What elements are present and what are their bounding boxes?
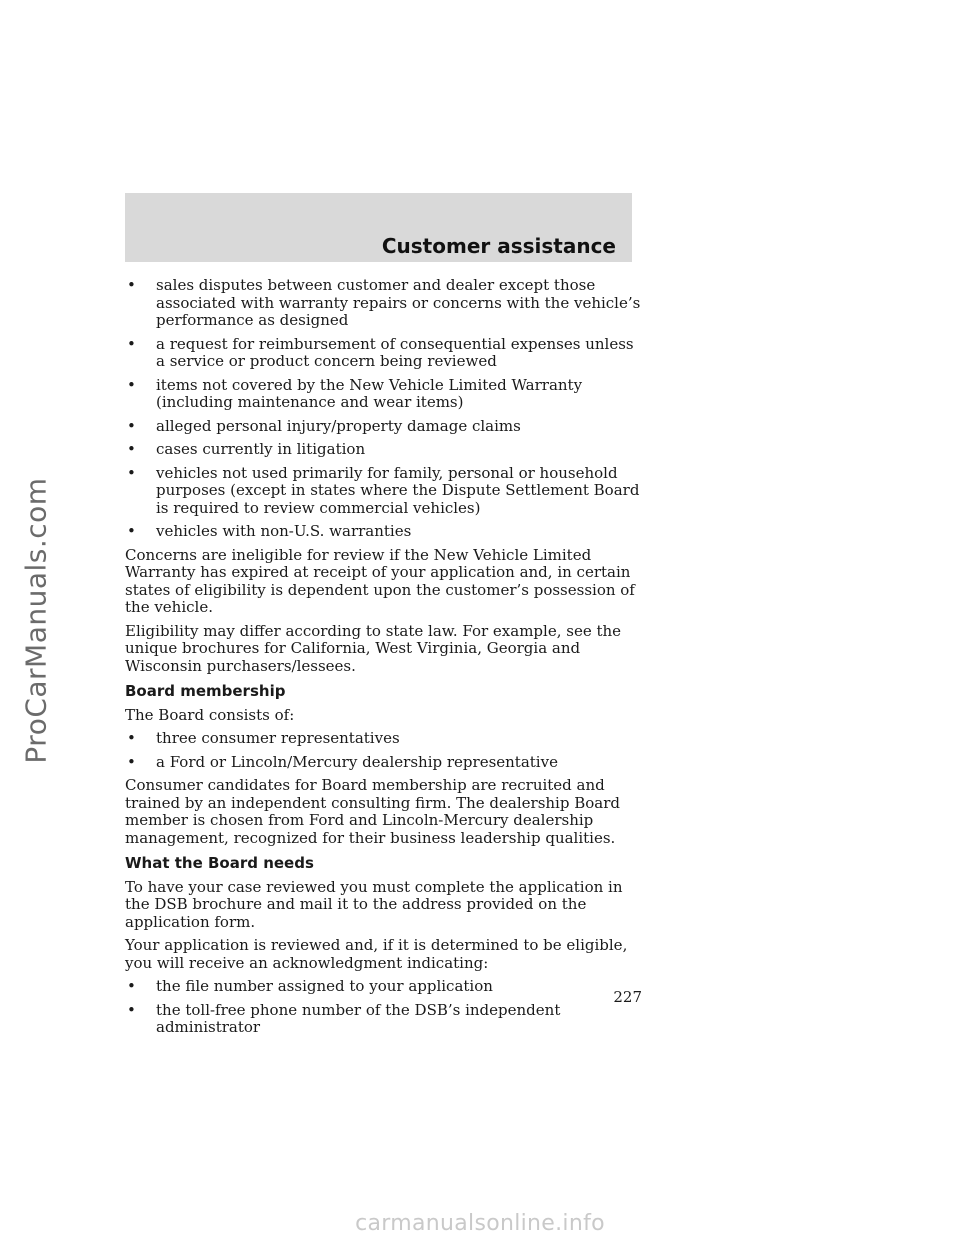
page-number: 227 bbox=[613, 988, 642, 1006]
bullet-icon: • bbox=[127, 729, 136, 747]
section-header-band bbox=[125, 193, 632, 262]
bullet-icon: • bbox=[127, 1000, 136, 1019]
footer-text: carmanualsonline.info bbox=[355, 1210, 605, 1236]
board-membership-heading: Board membership bbox=[125, 682, 286, 700]
bullet-icon: • bbox=[127, 522, 136, 540]
board-needs-heading: What the Board needs bbox=[125, 854, 314, 872]
footer-watermark bbox=[0, 1206, 960, 1240]
list-item: • sales disputes between customer and dealer except those associated with warranty repairs or concerns with the vehicle’s performance as designed bbox=[127, 276, 641, 329]
side-watermark bbox=[12, 360, 60, 880]
board-needs-paragraph-1: To have your case reviewed you must complete the application in the DSB brochure and mail it to the address provided on the application form. bbox=[125, 877, 623, 931]
bullet-icon: • bbox=[127, 440, 136, 458]
list-item: • a request for reimbursement of consequential expenses unless a service or product concern being reviewed bbox=[127, 334, 634, 370]
bullet-icon: • bbox=[127, 276, 136, 294]
list-item: • a Ford or Lincoln/Mercury dealership representative bbox=[127, 752, 558, 771]
board-members-list bbox=[125, 730, 645, 771]
bullet-icon: • bbox=[127, 977, 136, 995]
ineligibility-paragraph: Concerns are ineligible for review if the New Vehicle Limited Warranty has expired at receipt of your application and, in certain states of eligibility is dependent upon the customer’s possession of the vehicle. bbox=[125, 545, 635, 616]
list-item: • the file number assigned to your application bbox=[127, 977, 493, 995]
list-item: • three consumer representatives bbox=[127, 729, 400, 747]
bullet-icon: • bbox=[127, 416, 136, 435]
list-item: • vehicles not used primarily for family, personal or household purposes (except in states where the Dispute Settlement Board is required to review commercial vehicles) bbox=[127, 463, 640, 517]
acknowledgment-list bbox=[125, 978, 645, 1037]
list-item: • vehicles with non-U.S. warranties bbox=[127, 522, 412, 540]
list-item: • alleged personal injury/property damage claims bbox=[127, 416, 521, 435]
board-intro: The Board consists of: bbox=[125, 705, 295, 724]
ineligible-cases-list bbox=[125, 277, 645, 541]
bullet-icon: • bbox=[127, 375, 136, 394]
list-item: • items not covered by the New Vehicle Limited Warranty (including maintenance and wear items) bbox=[127, 375, 583, 411]
eligibility-paragraph: Eligibility may differ according to state law. For example, see the unique brochures for California, West Virginia, Georgia and Wisconsin purchasers/lessees. bbox=[125, 621, 622, 675]
list-item: • cases currently in litigation bbox=[127, 440, 366, 458]
list-item: • the toll-free phone number of the DSB’s independent administrator bbox=[127, 1000, 561, 1036]
board-needs-paragraph-2: Your application is reviewed and, if it is determined to be eligible, you will receive an acknowledgment indicating: bbox=[125, 936, 628, 972]
section-title: Customer assistance bbox=[381, 234, 616, 258]
page-content bbox=[125, 277, 645, 1043]
board-membership-paragraph: Consumer candidates for Board membership are recruited and trained by an independent consulting firm. The dealership Board member is chosen from Ford and Lincoln-Mercury dealership management, recognized for their business leadership qualities. bbox=[125, 776, 620, 847]
bullet-icon: • bbox=[127, 752, 136, 771]
bullet-icon: • bbox=[127, 463, 136, 482]
watermark-text: ProCarManuals.com bbox=[19, 476, 53, 764]
bullet-icon: • bbox=[127, 334, 136, 353]
